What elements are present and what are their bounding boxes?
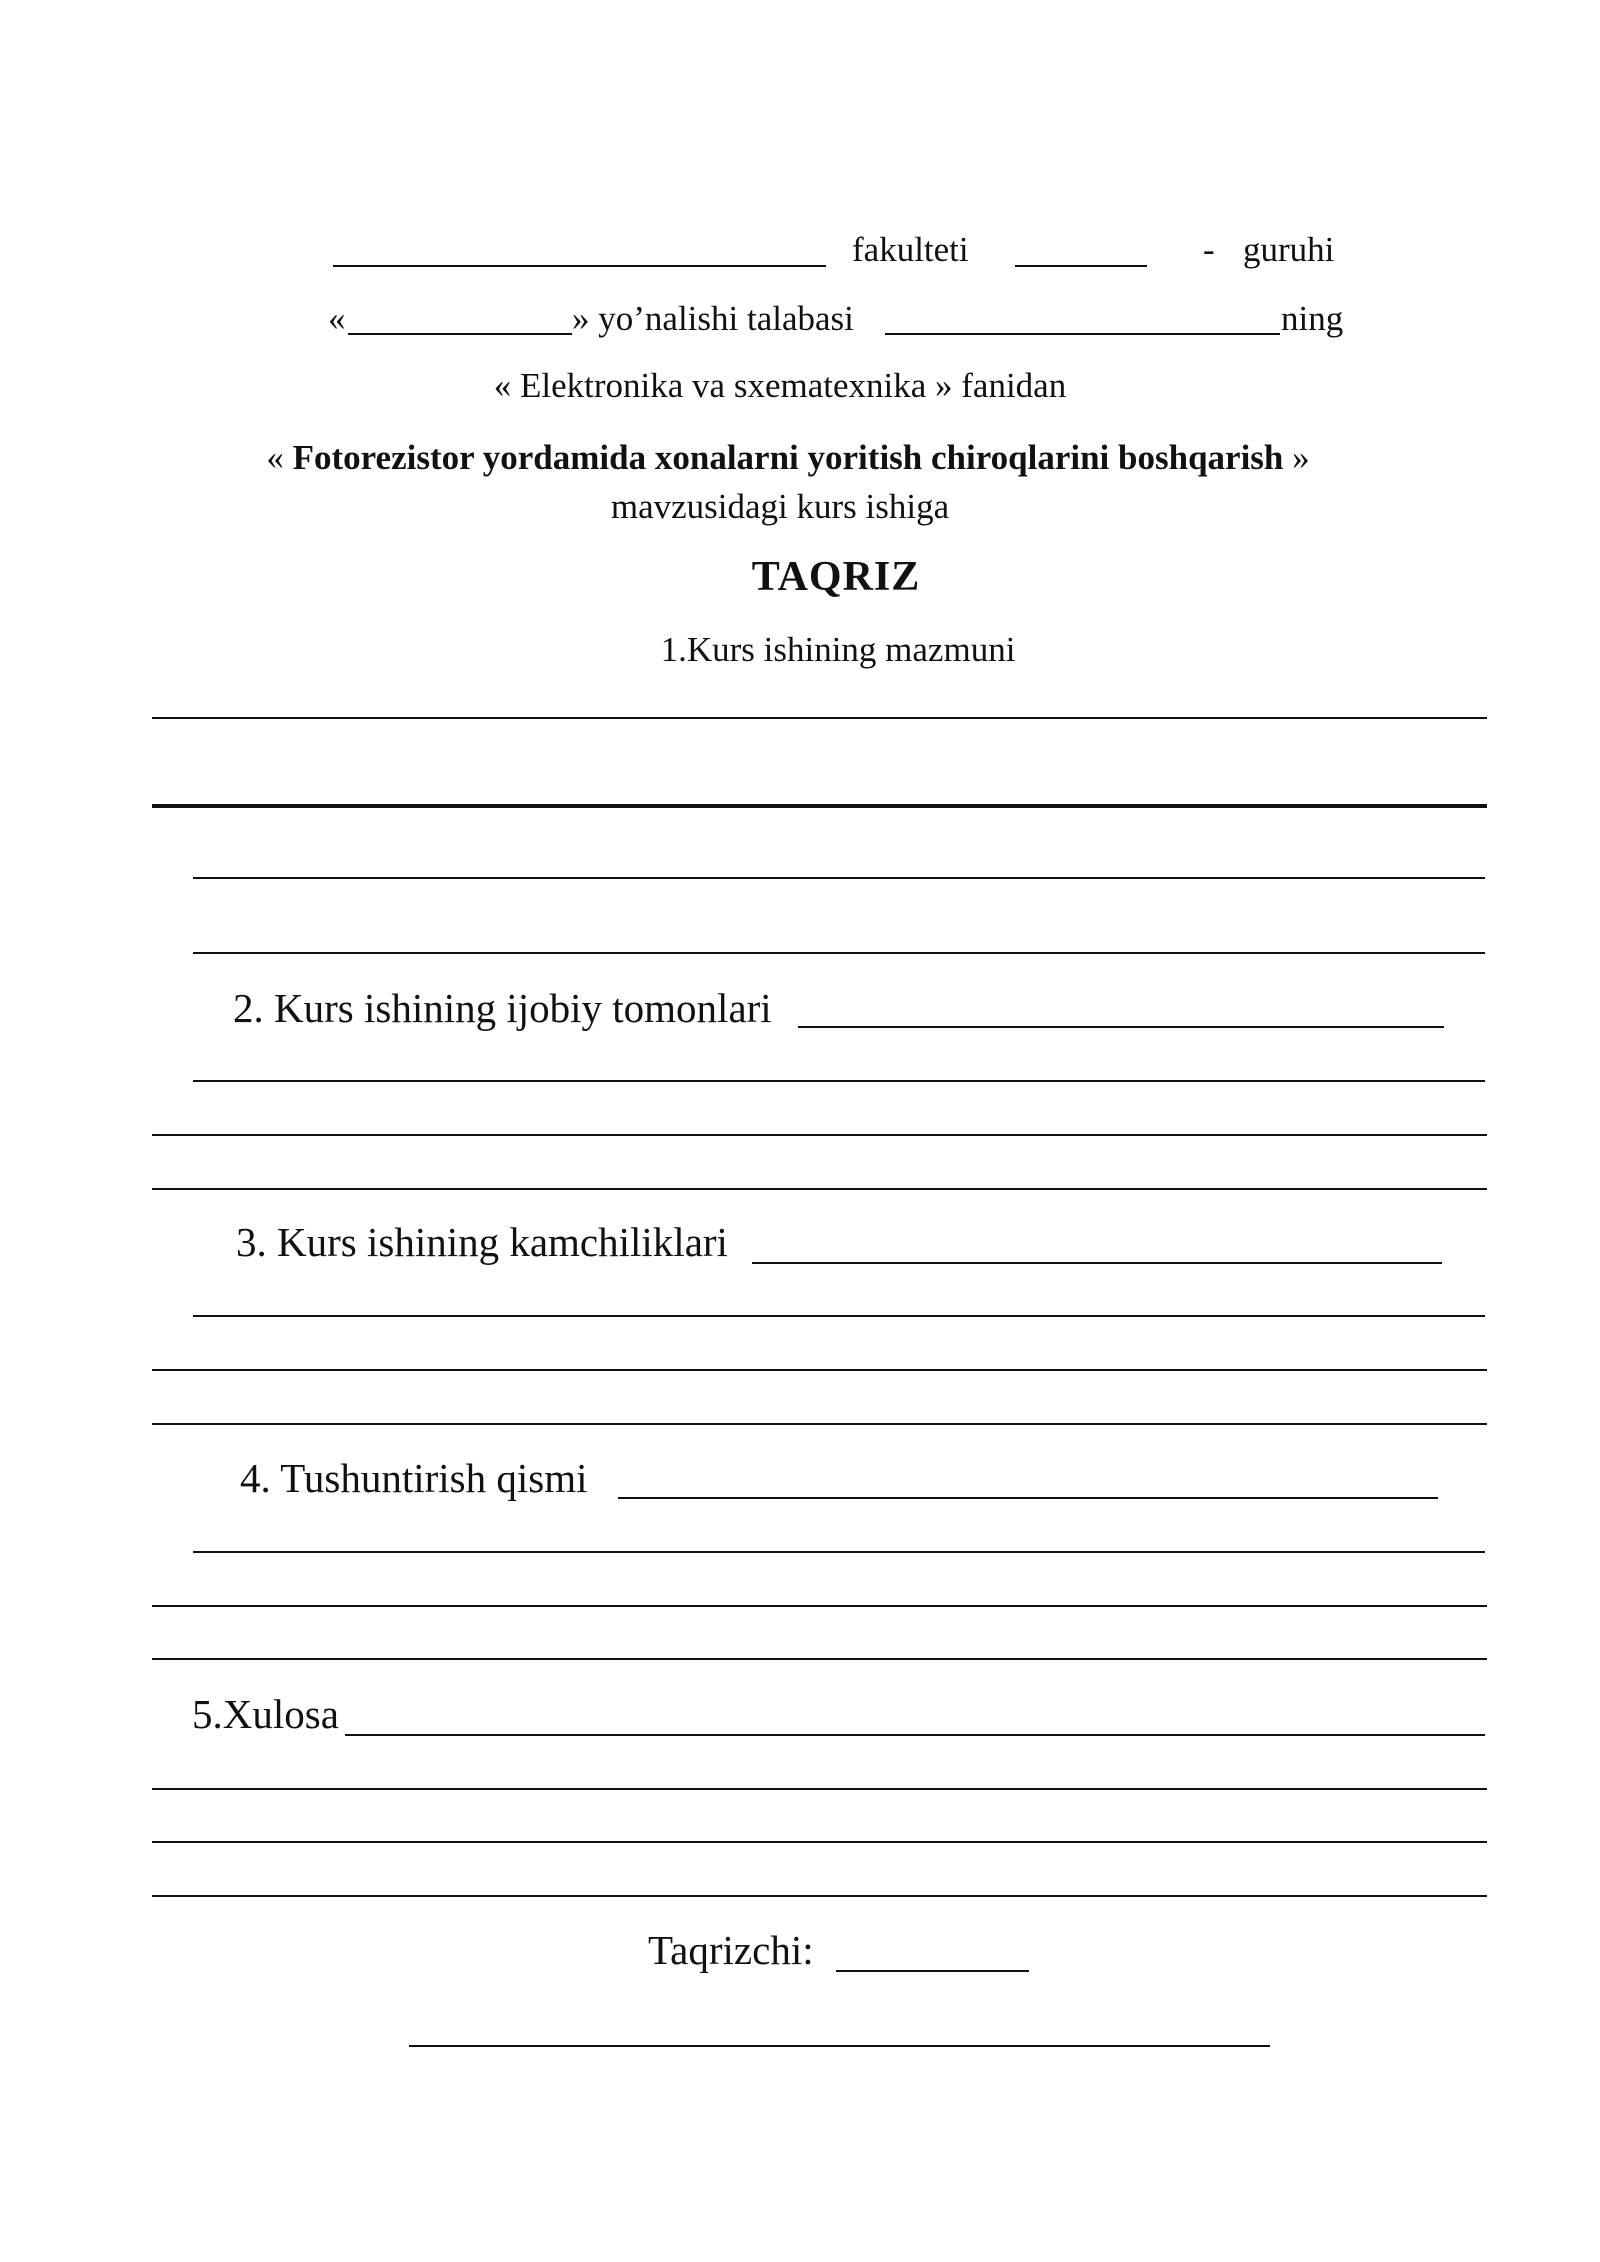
section-2-line-2: [152, 1134, 1487, 1136]
faculty-label: fakulteti: [852, 230, 969, 269]
subject-line: « Elektronika va sxematexnika » fanidan: [493, 366, 1067, 405]
reviewer-name-blank: [836, 1970, 1029, 1972]
section-2-heading-blank: [798, 1026, 1444, 1028]
section-1-line-4: [193, 952, 1485, 954]
section-5-heading: 5.Xulosa: [192, 1691, 339, 1737]
topic-suffix: mavzusidagi kurs ishiga: [610, 487, 950, 526]
section-1-heading: 1.Kurs ishining mazmuni: [660, 630, 1016, 669]
section-3-line-3: [152, 1423, 1487, 1425]
direction-label: » yo’nalishi talabasi: [572, 299, 854, 338]
direction-quote-open: «: [328, 299, 346, 338]
section-1-line-3: [193, 877, 1485, 879]
topic-title: Fotorezistor yordamida xonalarni yoritish chiroqlarini boshqarish: [292, 438, 1284, 477]
section-5-line-2: [152, 1841, 1487, 1843]
topic-quote-open: «: [266, 438, 293, 477]
group-label: guruhi: [1243, 230, 1335, 269]
reviewer-signature-line: [409, 2045, 1270, 2047]
group-dash: -: [1203, 230, 1215, 269]
section-4-line-2: [152, 1605, 1487, 1607]
section-3-heading-blank: [752, 1262, 1442, 1264]
section-5-line-1: [152, 1788, 1487, 1790]
section-3-heading: 3. Kurs ishining kamchiliklari: [236, 1219, 728, 1265]
topic-line: [0, 440, 1588, 475]
section-3-line-2: [152, 1369, 1487, 1371]
reviewer-label: Taqrizchi:: [648, 1927, 814, 1973]
section-2-line-3: [152, 1188, 1487, 1190]
section-4-heading: 4. Tushuntirish qismi: [240, 1455, 588, 1501]
section-4-heading-blank: [618, 1497, 1438, 1499]
topic-quote-close: »: [1283, 438, 1310, 477]
section-5-line-3: [152, 1895, 1487, 1897]
student-name-blank: [885, 333, 1280, 335]
section-2-line-1: [193, 1080, 1485, 1082]
document-title: TAQRIZ: [751, 554, 921, 600]
section-3-line-1: [193, 1315, 1485, 1317]
section-1-line-2: [152, 804, 1487, 808]
section-5-heading-blank: [345, 1734, 1485, 1736]
ning-suffix: ning: [1281, 299, 1344, 338]
section-4-line-3: [152, 1658, 1487, 1660]
section-4-line-1: [193, 1551, 1485, 1553]
faculty-blank: [333, 265, 826, 267]
direction-blank: [348, 333, 572, 335]
section-2-heading: 2. Kurs ishining ijobiy tomonlari: [233, 985, 772, 1031]
section-1-line-1: [152, 717, 1487, 719]
group-blank: [1015, 265, 1147, 267]
